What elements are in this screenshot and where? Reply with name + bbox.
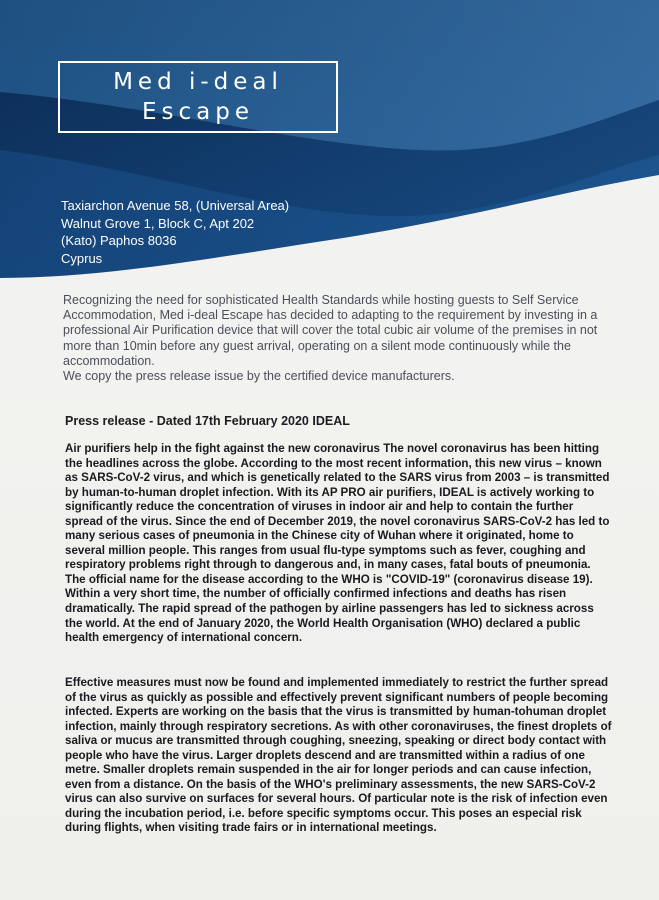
logo-line-1: Med i-deal [113,69,283,95]
intro-copy-note: We copy the press release issue by the certified device manufacturers. [63,369,455,384]
press-release-paragraph-2: Effective measures must now be found and implemented immediately to restrict the further spread of the virus as quickly as possible and effectively prevent significant numbers of people becoming infected. Experts are working on the basis that the virus is transmitted by human-tohuman droplet infection, mainly through respiratory secretions. As with other coronaviruses, the finest droplets of saliva or mucus are transmitted through coughing, sneezing, speaking or direct body contact with people who have the virus. Larger droplets descend and are transmitted within a radius of one metre. Smaller droplets remain suspended in the air for longer periods and can cause infection, even from a distance. On the basis of the WHO's preliminary assessments, the new SARS-CoV-2 virus can also survive on surfaces for several hours. Of particular note is the risk of infection even during the incubation period, i.e. before specific symptoms occur. This poses an especial risk during flights, when visiting trade fairs or in international meetings. [65,676,612,835]
press-release-title: Press release - Dated 17th February 2020 IDEAL [65,414,350,428]
address-line-3: (Kato) Paphos 8036 [61,233,177,248]
intro-paragraph: Recognizing the need for sophisticated Health Standards while hosting guests to Self Service Accommodation, Med i-deal Escape has decided to adapting to the requirement by investing in a professional Air Purification device that will cover the total cubic air volume of the premises in not more than 10min before any guest arrival, operating on a silent mode continuously while the accommodation. [63,293,598,368]
address-line-4: Cyprus [61,250,103,266]
address-line-2: Walnut Grove 1, Block C, Apt 202 [61,215,255,231]
address-line-1: Taxiarchon Avenue 58, (Universal Area) [61,198,290,213]
intro-section [63,293,623,384]
logo-frame [58,61,338,133]
address-block [61,197,289,267]
logo-line-2: Escape [141,99,254,125]
press-release-paragraph-1: Air purifiers help in the fight against the new coronavirus The novel coronavirus has been hitting the headlines across the globe. According to the most recent information, this new virus – known as SARS-CoV-2 virus, and which is genetically related to the SARS virus from 2003 – is transmitted by human-to-human droplet infection. With its AP PRO air purifiers, IDEAL is actively working to significantly reduce the concentration of viruses in indoor air and help to contain the further spread of the virus. Since the end of December 2019, the novel coronavirus SARS-CoV-2 has led to many serious cases of pneumonia in the Chinese city of Wuhan where it originated, home to several million people. This ranges from usual flu-type symptoms such as fever, coughing and respiratory problems right through to dangerous and, in many cases, fatal bouts of pneumonia. The official name for the disease according to the WHO is "COVID-19" (coronavirus disease 19). Within a very short time, the number of officially confirmed infections and deaths has risen dramatically. The rapid spread of the pathogen by airline passengers has led to sickness across the world. At the end of January 2020, the World Health Organisation (WHO) declared a public health emergency of international concern. [65,442,610,645]
